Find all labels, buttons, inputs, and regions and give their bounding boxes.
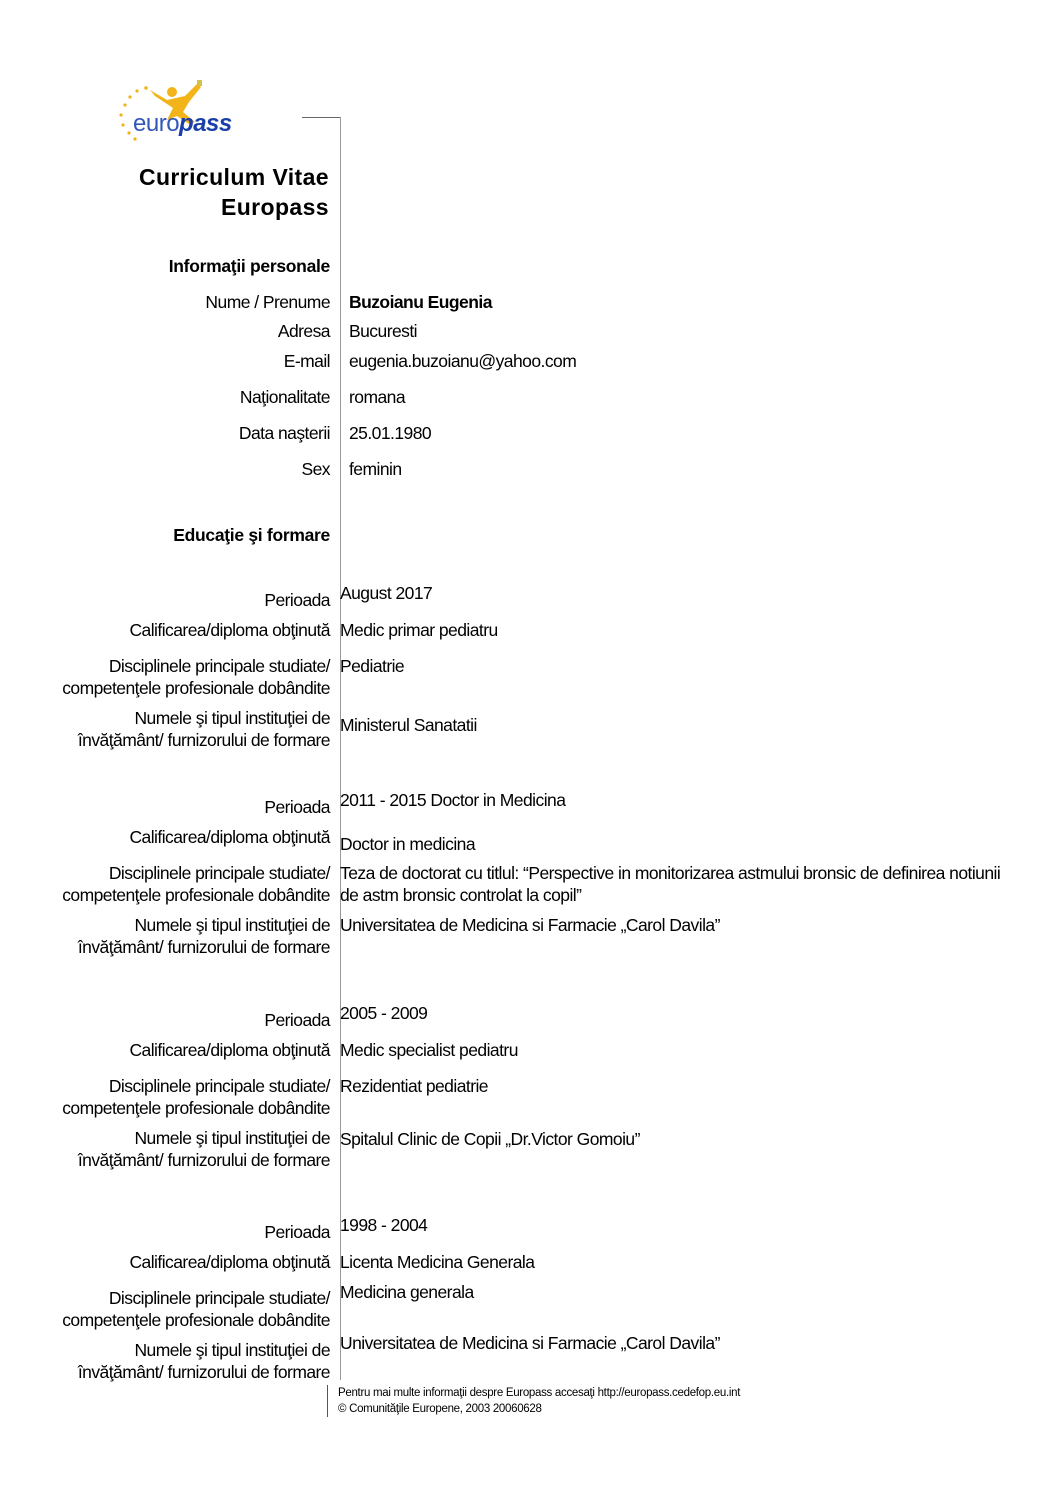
- label-qualification: Calificarea/diploma obţinută: [129, 1252, 330, 1272]
- label-institution: Numele şi tipul instituţiei de: [134, 915, 330, 935]
- cv-title: Curriculum Vitae: [138, 164, 329, 190]
- label-qualification: Calificarea/diploma obţinută: [129, 827, 330, 847]
- section-heading-education: Educaţie şi formare: [173, 525, 330, 545]
- cv-subtitle: Europass: [220, 194, 329, 220]
- footer-divider: [327, 1385, 328, 1417]
- value-qualification: Licenta Medicina Generala: [340, 1252, 535, 1272]
- label-subjects-cont: competenţele profesionale dobândite: [62, 1098, 330, 1118]
- label-institution-cont: învăţământ/ furnizorului de formare: [77, 937, 330, 957]
- value-institution: Ministerul Sanatatii: [340, 715, 477, 735]
- footer-info: Pentru mai multe informaţii despre Europass accesaţi http://europass.cedefop.eu.int: [338, 1387, 741, 1399]
- value-sex: feminin: [349, 459, 402, 479]
- label-period: Perioada: [264, 590, 330, 610]
- label-subjects: Disciplinele principale studiate/: [108, 1076, 330, 1096]
- label-nationality: Naţionalitate: [239, 387, 330, 407]
- label-institution-cont: învăţământ/ furnizorului de formare: [77, 730, 330, 750]
- value-qualification: Medic primar pediatru: [340, 620, 498, 640]
- value-institution: Universitatea de Medicina si Farmacie „Carol Davila”: [340, 915, 720, 935]
- value-qualification: Doctor in medicina: [340, 834, 476, 854]
- label-subjects-cont: competenţele profesionale dobândite: [62, 1310, 330, 1330]
- value-subjects: Medicina generala: [340, 1282, 474, 1302]
- footer-copyright: © Comunităţile Europene, 2003 20060628: [338, 1403, 542, 1415]
- value-subjects: Teza de doctorat cu titlul: “Perspective in monitorizarea astmului bronsic de definirea notiunii: [340, 863, 1001, 883]
- label-period: Perioada: [264, 797, 330, 817]
- label-institution-cont: învăţământ/ furnizorului de formare: [77, 1150, 330, 1170]
- value-name: Buzoianu Eugenia: [349, 292, 492, 312]
- value-qualification: Medic specialist pediatru: [340, 1040, 518, 1060]
- value-period: 2005 - 2009: [340, 1003, 428, 1023]
- value-subjects-cont: de astm bronsic controlat la copil”: [340, 885, 582, 905]
- value-subjects: Rezidentiat pediatrie: [340, 1076, 488, 1096]
- value-period: 2011 - 2015 Doctor in Medicina: [340, 790, 566, 810]
- label-institution-cont: învăţământ/ furnizorului de formare: [77, 1362, 330, 1382]
- label-name: Nume / Prenume: [205, 292, 330, 312]
- label-institution: Numele şi tipul instituţiei de: [134, 1340, 330, 1360]
- label-subjects-cont: competenţele profesionale dobândite: [62, 885, 330, 905]
- label-birthdate: Data naşterii: [238, 423, 330, 443]
- value-period: August 2017: [340, 583, 433, 603]
- value-subjects: Pediatrie: [340, 656, 405, 676]
- section-heading-personal: Informaţii personale: [168, 256, 330, 276]
- value-institution: Spitalul Clinic de Copii „Dr.Victor Gomoiu”: [340, 1129, 640, 1149]
- label-period: Perioada: [264, 1222, 330, 1242]
- label-sex: Sex: [301, 459, 330, 479]
- label-subjects: Disciplinele principale studiate/: [108, 1288, 330, 1308]
- label-qualification: Calificarea/diploma obţinută: [129, 1040, 330, 1060]
- header-divider: [302, 117, 340, 118]
- europass-logo: [115, 78, 240, 144]
- label-period: Perioada: [264, 1010, 330, 1030]
- label-subjects-cont: competenţele profesionale dobândite: [62, 678, 330, 698]
- label-qualification: Calificarea/diploma obţinută: [129, 620, 330, 640]
- value-birthdate: 25.01.1980: [349, 423, 432, 443]
- label-email: E-mail: [283, 351, 330, 371]
- label-address: Adresa: [277, 321, 330, 341]
- label-subjects: Disciplinele principale studiate/: [108, 863, 330, 883]
- value-email[interactable]: eugenia.buzoianu@yahoo.com: [349, 351, 577, 371]
- logo-text-pass: pass: [179, 110, 232, 137]
- logo-text-euro: euro: [133, 110, 180, 137]
- label-subjects: Disciplinele principale studiate/: [108, 656, 330, 676]
- label-institution: Numele şi tipul instituţiei de: [134, 1128, 330, 1148]
- label-institution: Numele şi tipul instituţiei de: [134, 708, 330, 728]
- value-institution: Universitatea de Medicina si Farmacie „Carol Davila”: [340, 1333, 720, 1353]
- column-divider: [340, 117, 341, 1380]
- value-address: Bucuresti: [349, 321, 417, 341]
- value-period: 1998 - 2004: [340, 1215, 428, 1235]
- value-nationality: romana: [349, 387, 406, 407]
